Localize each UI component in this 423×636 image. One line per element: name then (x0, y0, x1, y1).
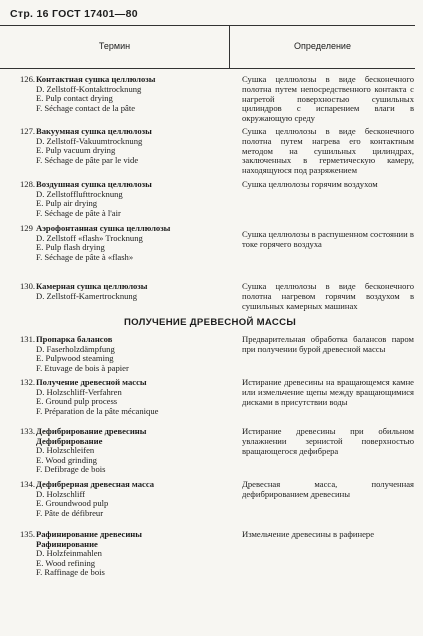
term-english: E. Pulp air drying (36, 198, 98, 209)
term-title: Камерная сушка целлюлозы (36, 281, 148, 291)
term-french: F. Séchage contact de la pâte (36, 102, 136, 113)
term-definition: Измельчение древесины в рафинере (242, 529, 375, 539)
term-definition: Сушка целлюлозы горячим воздухом (242, 179, 378, 189)
term-english: E. Pulp flash drying (36, 242, 105, 253)
term-french: F. Pâte de défibreur (36, 507, 104, 518)
term-cell (20, 127, 238, 165)
term-cell (20, 335, 238, 373)
term-number: 131. (20, 334, 36, 344)
term-english: E. Groundwood pulp (36, 498, 109, 509)
term-title: Аэрофонтанная сушка целлюлозы (36, 223, 171, 233)
term-definition: Истирание древесины на вращающемся камне или измельчение щепы между вращающимися дисками в присутствии воды (242, 377, 414, 407)
term-title: Вакуумная сушка целлюлозы (36, 126, 152, 136)
term-title: Дефибрерная древесная масса (36, 479, 155, 489)
term-cell (20, 378, 238, 416)
term-cell (20, 427, 238, 475)
term-title: Воздушная сушка целлюлозы (36, 179, 152, 189)
term-english: E. Ground pulp process (36, 396, 118, 407)
term-synonym: Дефибрирование (36, 435, 103, 446)
term-title: Дефибрирование древесины (36, 426, 147, 436)
term-number: 126. (20, 74, 36, 84)
term-french: F. Séchage de pâte à l'air (36, 207, 121, 218)
term-number: 129 (20, 223, 33, 233)
term-german: D. Zellstoff «flash» Trocknung (36, 232, 143, 243)
term-cell (20, 180, 238, 218)
term-german: D. Zellstoff-Vakuumtrocknung (36, 135, 143, 146)
term-german: D. Holzschliff-Verfahren (36, 386, 122, 397)
term-german: D. Holzschliff (36, 488, 86, 499)
term-cell (20, 224, 238, 262)
term-cell (20, 282, 238, 301)
term-synonym: Рафинирование (36, 538, 98, 549)
term-french: F. Préparation de la pâte mécanique (36, 405, 159, 416)
term-title: Контактная сушка целлюлозы (36, 74, 156, 84)
term-german: D. Faserholzdämpfung (36, 343, 115, 354)
term-german: D. Zellstoff-Kontakttrocknung (36, 83, 142, 94)
term-number: 132. (20, 377, 36, 387)
term-french: F. Séchage de pâte à «flash» (36, 251, 134, 262)
term-cell (20, 530, 238, 578)
term-number: 135. (20, 529, 36, 539)
term-definition: Сушка целлюлозы в виде бесконечного полотна нагревом горячим воздухом в сушильных камерных машинах (242, 281, 414, 311)
term-german: D. Holzfeinmahlen (36, 548, 102, 559)
term-french: F. Raffinage de bois (36, 567, 105, 578)
section-title: ПОЛУЧЕНИЕ ДРЕВЕСНОЙ МАССЫ (123, 317, 297, 328)
term-english: E. Pulpwood steaming (36, 353, 114, 364)
term-number: 134. (20, 479, 36, 489)
term-english: E. Pulp vacuum drying (36, 145, 116, 156)
term-german: D. Zellstofflufttrocknung (36, 188, 123, 199)
term-title: Рафинирование древесины (36, 529, 142, 539)
term-french: F. Séchage de pâte par le vide (36, 154, 139, 165)
term-cell (20, 480, 238, 518)
page-header: Стр. 16 ГОСТ 17401—80 (10, 8, 138, 20)
term-definition: Древесная масса, полученная дефибрированием древесины (242, 479, 414, 499)
term-french: F. Defibrage de bois (36, 464, 106, 475)
term-definition: Предварительная обработка балансов паром при получении бурой древесной массы (242, 334, 414, 354)
term-definition: Сушка целлюлозы в виде бесконечного полотна путем нагрева его контактным методом на сушильных цилиндрах, заключенных в герметическую камеру, находящуюся под разряжением (242, 126, 414, 176)
term-number: 133. (20, 426, 36, 436)
term-english: E. Pulp contact drying (36, 93, 113, 104)
term-french: F. Etuvage de bois à papier (36, 362, 129, 373)
term-definition: Сушка целлюлозы в распушенном состоянии в токе горячего воздуха (242, 229, 414, 249)
term-english: E. Wood grinding (36, 454, 97, 465)
term-definition: Истирание древесины при обильном увлажнении зернистой поверхностью вращающегося дефибрера (242, 426, 414, 456)
table-header (0, 25, 415, 69)
term-cell (20, 75, 238, 113)
term-german: D. Holzschleifen (36, 445, 95, 456)
column-header-definition: Определение (294, 41, 351, 51)
term-title: Пропарка балансов (36, 334, 113, 344)
term-definition: Сушка целлюлозы в виде бесконечного полотна путем непосредственного контакта с нагретой поверхностью сушильных цилиндров с испарением влаги в окружающую среду (242, 74, 414, 124)
column-header-term: Термин (98, 41, 131, 51)
term-number: 127. (20, 126, 36, 136)
term-german: D. Zellstoff-Kamertrocknung (36, 290, 138, 301)
term-number: 128. (20, 179, 36, 189)
term-number: 130. (20, 281, 36, 291)
term-title: Получение древесной массы (36, 377, 147, 387)
term-english: E. Wood refining (36, 557, 96, 568)
